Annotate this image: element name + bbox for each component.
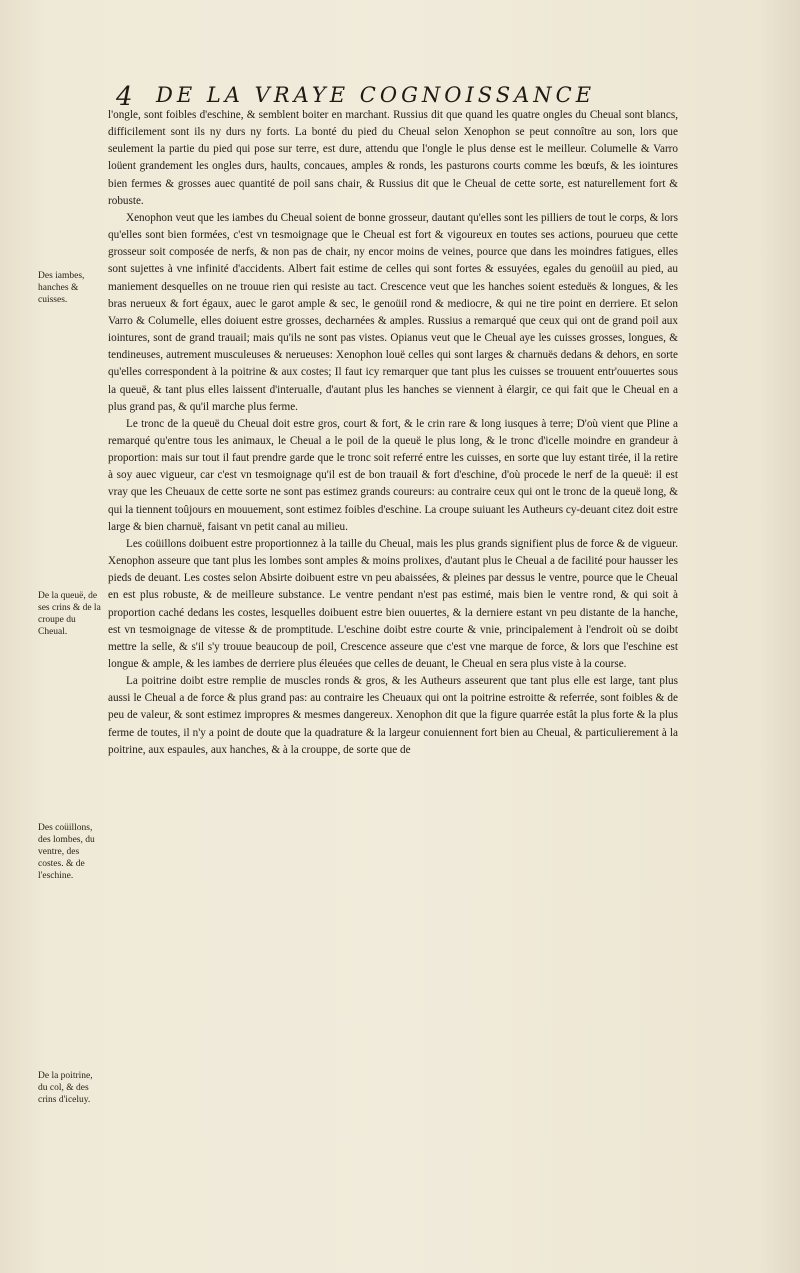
margin-note-loins: Des coüillons, des lombes, du ventre, des costes. & de l'eschine.: [38, 823, 95, 881]
page-number: 4: [116, 82, 133, 112]
paragraph-hooves: l'ongle, sont foibles d'eschine, & semblent boiter en marchant. Russius dit que quand les quatre ongles du Cheual sont blancs, difficilement sont ils ny durs ny forts. La bonté du pied du Cheual selon Xenophon se peut connoître au son, lors que seulement la partie du pied qui pose sur terre, est dure, attendu que l'ongle le plus dense est le meilleur. Columelle & Varro loüent grandement les ongles durs, haults, concaues, amples & ronds, les pasturons courts comme les bœufs, & les iointures bien fermes & grosses auec quantité de poil sans chair, & Russius dit que le Cheual de cette sorte, est naturellement fort & robuste.: [108, 109, 678, 207]
paragraph-loins: Les coüillons doibuent estre proportionnez à la taille du Cheual, mais les plus grands signifient plus de force & de vigueur. Xenophon asseure que tant plus les lombes sont amples & moins prolixes, d'autant plus le Cheual a de facilité pour hausser les pieds de deuant. Les costes selon Absirte doibuent estre vn peu abaissées, & pleines par dessus le ventre, pource que le Cheual en est plus robuste, & de meilleure substance. Le ventre pendant n'est pas estimé, mais bien le ventre rond, & qui soit à proportion caché dedans les costes, lesquelles doibuent estre bien ouuertes, & la derniere estant vn peu distante de la hanche, est vn tesmoignage de vitesse & de promptitude. L'eschine doibt estre courte & vnie, principalement à l'endroit où se doibt mettre la selle, & s'il s'y trouue beaucoup de poil, Crescence asseure que c'est vne marque de force, & lors que l'eschine est longue & ample, & les iambes de derriere plus éleuées que celles de deuant, le Cheual en sera plus viste à la course.: [108, 537, 678, 670]
paragraph-chest: La poitrine doibt estre remplie de muscles ronds & gros, & les Autheurs asseurent que tant plus elle est large, tant plus aussi le Cheual a de force & plus grand pas: au contraire les Cheuaux qui ont la poitrine estroitte & referrée, sont foibles & de peu de valeur, & sont estimez impropres & mesmes dangereux. Xenophon dit que la figure quarrée estât la plus forte & la plus ferme de toutes, il n'y a point de doute que la quadrature & la largeur conuiennent fort bien au Cheual, & particulierement à la poitrine, aux espaules, aux hanches, & à la crouppe, de sorte que de: [108, 675, 678, 756]
running-head: DE LA VRAYE COGNOISSANCE: [156, 83, 596, 107]
page-edge-shadow: [760, 0, 800, 1273]
margin-note-legs: Des iambes, hanches & cuisses.: [38, 271, 85, 305]
paragraph-tail: Le tronc de la queuë du Cheual doit estre gros, court & fort, & le crin rare & long iusques à terre; D'où vient que Pline a remarqué qu'entre tous les animaux, le Cheual a le poil de la queuë le plus long, & le tronc d'icelle moindre en grandeur à proportion: mais sur tout il faut prendre garde que le tronc soit referré entre les cuisses, en sorte que luy estant tirée, il la retire à soy auec vigueur, car c'est vn tesmoignage qu'il est de bon trauail & fort d'eschine, d'où procede le nerf de la queuë: il est vray que les Cheuaux de cette sorte ne sont pas estimez grands coureurs: au contraire ceux qui ont le tronc de la queuë long, & qui la tiennent toûjours en mouuement, sont estimez foibles d'eschine. La croupe suiuant les Autheurs cy-deuant citez doit estre large & bien charnuë, faisant vn petit canal au milieu.: [108, 417, 678, 533]
page-header: [112, 82, 672, 110]
paragraph-legs: Xenophon veut que les iambes du Cheual soient de bonne grosseur, dautant qu'elles sont les pilliers de tout le corps, & lors qu'elles sont bien formées, c'est vn tesmoignage que le Cheual est fort & vigoureux en toutes ses actions, pourueu que cette grosseur soit composée de nerfs, & non pas de chair, ny encor moins de veines, pource que dans les moindres fatigues, elles sont sujettes à vne infinité d'accidents. Albert fait estime de celles qui sont fortes & essuyées, egales du genoüil au pied, au maniement desquelles on ne trouue rien qui resiste au tact. Crescence veut que les hanches soient esteduës & longues, & les bras nerueux & fort égaux, auec le garot ample & sec, le genoüil rond & mediocre, & qui ne tire point en derriere. Et selon Varro & Columelle, elles doiuent estre grosses, decharnées & amples. Russius a remarqué que ceux qui ont de grand poil aux iointures, sont de grand trauail; mais qu'ils ne sont pas vistes. Opianus veut que le Cheual aye les cuisses grosses, longues, & tendineuses, autrement musculeuses & nerueuses: Xenophon louë celles qui sont larges & charnuës dedans & dehors, en sorte qu'elles correspondent à la poitrine & aux costes; Il faut icy remarquer que tant plus les cuisses se trouuent entr'ouuertes sous la queuë, & tant plus elles laissent d'interualle, d'autant plus les hanches se viennent à élargir, ce qui fait que le Cheual en a plus grand pas, & qu'il marche plus ferme.: [108, 211, 678, 413]
body-text: [108, 107, 678, 759]
margin-note-chest: De la poitrine, du col, & des crins d'iceluy.: [38, 1071, 93, 1105]
margin-note-tail: De la queuë, de ses crins & de la croupe du Cheual.: [38, 591, 101, 637]
